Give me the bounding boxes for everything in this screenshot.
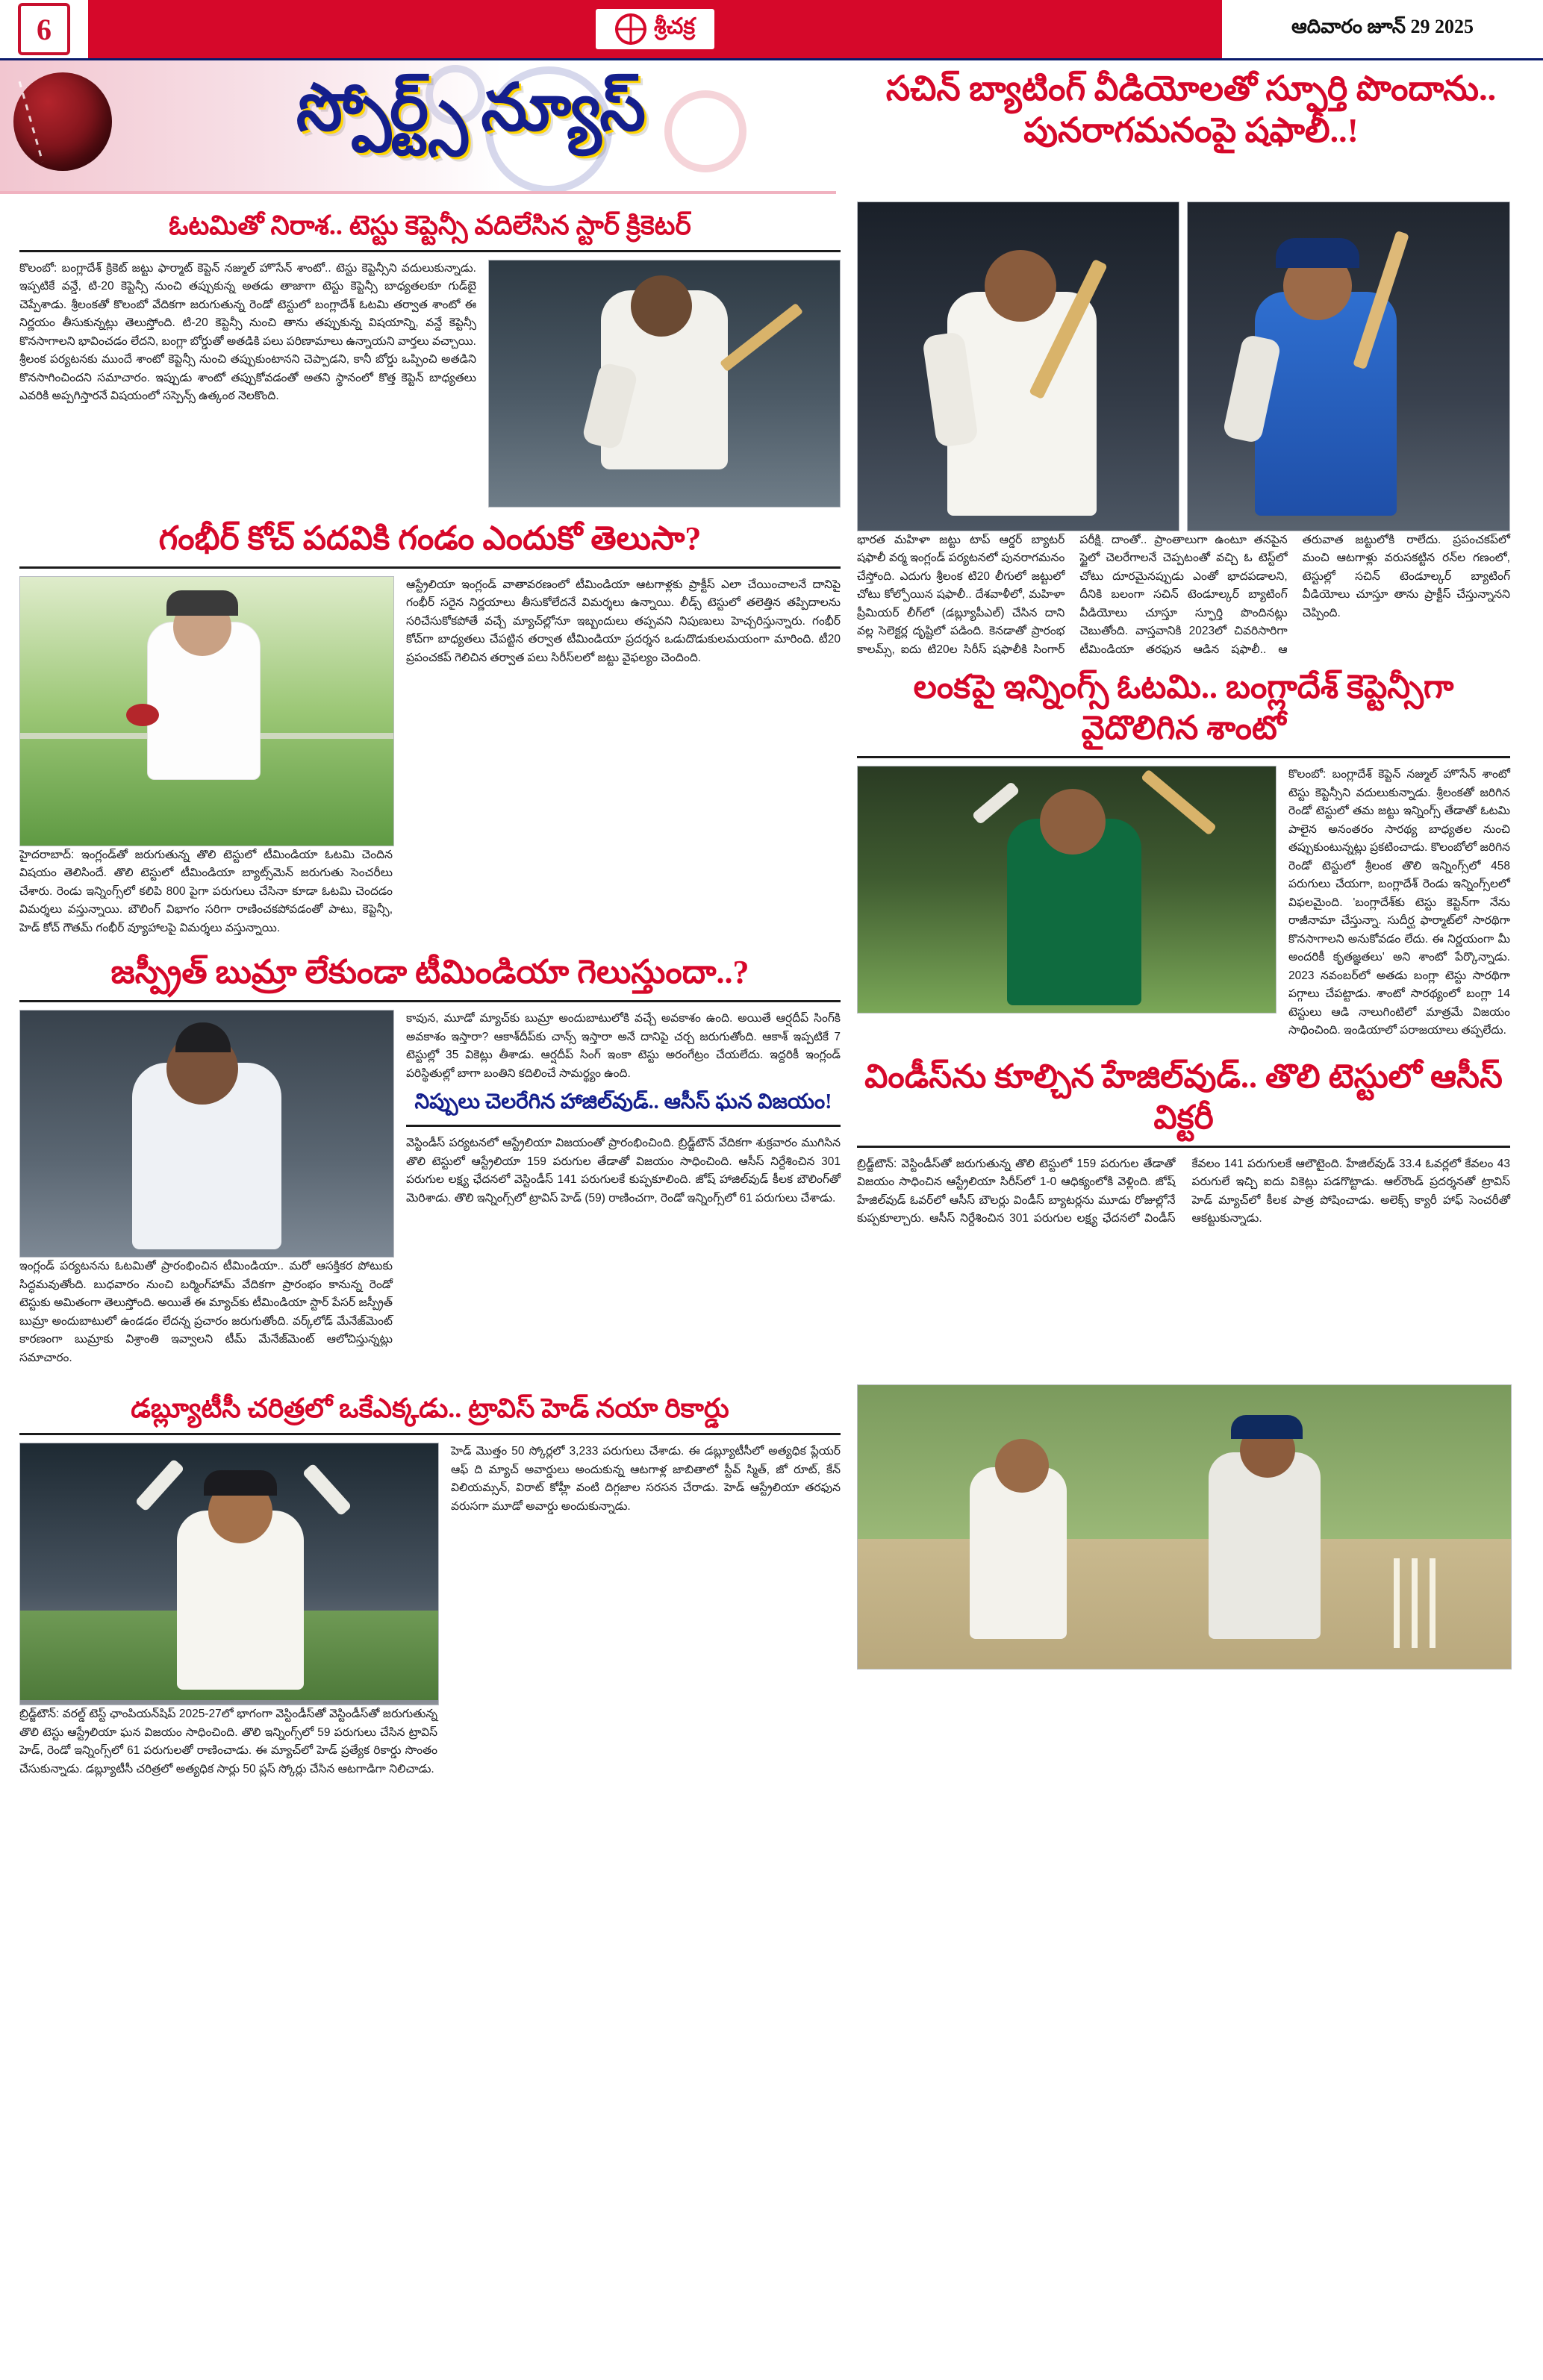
article5-headline: విండీస్‌ను కూల్చిన హేజిల్‌వుడ్.. తొలి టెస్టులో ఆసీస్ విక్టరీ xyxy=(864,1058,1503,1136)
article2-body-right: ఆస్ట్రేలియా ఇంగ్లండ్ వాతావరణంలో టీమిండియా ఆటగాళ్లకు ప్రాక్టీస్ ఎలా చేయించాలనే దానిపై గంభీర్ సరైన నిర్ణయాలు తీసుకోలేదనే విమర్శలు ఉన్నాయి. లీడ్స్ టెస్టులో తలెత్తిన తప్పిదాలను సరిచేసుకోకపోతే వచ్చే మ్యాచ్‌ల్లోనూ ఇబ్బందులు తప్పవని నిపుణులు హెచ్చరిస్తున్నారు. గంభీర్ కోచ్‌గా బాధ్యతలు చేపట్టిన తర్వాత టీమిండియా ప్రదర్శన ఒడుదొడుకులమయంగా మారింది. టీ20 ప్రపంచకప్ గెలిచిన తర్వాత పలు సిరీస్‌లలో జట్టు వైఫల్యం చెందింది. xyxy=(406,578,841,664)
photo-gambhir-training xyxy=(19,576,394,846)
publication-date: ఆదివారం జూన్ 29 2025 xyxy=(1291,16,1474,37)
divider xyxy=(857,756,1510,758)
photo-head-celebration xyxy=(19,1443,439,1705)
cricket-ball-icon xyxy=(13,72,112,171)
article6-headline: డబ్ల్యూటీసీ చరిత్రలో ఒకేఎక్కడు.. ట్రావిస్ హెడ్ నయా రికార్డు xyxy=(131,1393,729,1424)
article1-headline: ఓటమితో నిరాశ.. టెస్టు కెప్టెన్సీ వదిలేసిన స్టార్ క్రికెటర్ xyxy=(169,210,691,240)
photo-hazlewood-bowling xyxy=(857,1384,1512,1670)
lead-headline-container xyxy=(836,60,1543,152)
photo-shanto-century xyxy=(857,766,1277,1013)
masthead-date-container xyxy=(1222,0,1543,58)
divider xyxy=(406,1125,841,1127)
article2-headline: గంభీర్ కోచ్ పదవికి గండం ఎందుకో తెలుసా? xyxy=(158,520,702,557)
divider xyxy=(19,1433,841,1435)
divider xyxy=(19,566,841,569)
publication-name: శ్రీచక్ర xyxy=(654,13,695,39)
article2-body-left: హైదరాబాద్: ఇంగ్లండ్‌తో జరుగుతున్న తొలి టెస్టులో టీమిండియా ఓటమి చెందిన విషయం తెలిసిందే. తొలి టెస్టులో టీమిండియా బ్యాట్స్‌మెన్ జరుగుతు సెంచరీలు చేశారు. రెండు ఇన్నింగ్స్‌లో కలిపి 800 పైగా పరుగులు చేసినా కూడా ఓటమి చెందడం విమర్శలు వస్తున్నాయి. బౌలింగ్ విభాగం సరిగా రాణించకపోవడంతో పాటు, కెప్టెన్సీ, హెడ్ కోచ్ గౌతమ్ గంభీర్ వ్యూహాలపై విమర్శలు వస్తున్నాయి. xyxy=(19,849,393,934)
publication-logo xyxy=(596,9,714,49)
bottom-left-column xyxy=(19,1384,841,1785)
divider xyxy=(19,1000,841,1002)
sports-news-banner xyxy=(0,60,836,194)
bottom-section xyxy=(0,1384,1543,1785)
lead-body: భారత మహిళా జట్టు టాప్ ఆర్డర్ బ్యాటర్ షఫాలీ వర్మ ఇంగ్లండ్ పర్యటనలో పునరాగమనం చేస్తోంది. ఎదుగు శ్రీలంక టి20 లీగులో జట్టులో చోటు కోల్పోయిన షఫాలీ.. దేశవాళీలో, మహిళా ప్రీమియర్ లీగ్‌లో (డబ్ల్యూపీఎల్) చేసిన దాని వల్ల సెలెక్టర్ల దృష్టిలో పడింది. కెనడాతో ప్రారంభ కాలమ్స్, ఐదు టి20ల సిరీస్ షఫాలీకి సింగార్ పరీక్షి. దాంతో.. ప్రాంతాలుగా ఉంటూ తనపైన స్టైలో చెలరేగాలనే చెప్పటంతో వచ్చి ఓ టెస్ట్‌లో చోటు దూరమైనప్పుడు ఎంతో భాదపడాలని, దీనికి బలంగా సచిన్ టెండూల్కర్ బ్యాటింగ్ వీడియోలు చూస్తూ స్ఫూర్తి పొందినట్లు చెబుతోంది. వాస్తవానికి 2023లో చివరిసారిగా టీమిండియా తరఫున ఆడిన షఫాలీ.. ఆ తరువాత జట్టులోకి రాలేదు. ప్రపంచకప్‌లో మంచి ఆటగాళ్లు వరుసకట్టిన రన్‌ల గణంలో, టెస్టుల్లో సచిన్ టెండూల్కర్ బ్యాటింగ్ వీడియోలు చూస్తూ తాను ప్రాక్టీస్ చేస్తున్నానని చెప్పింది. xyxy=(857,534,1510,656)
divider xyxy=(857,1146,1510,1148)
bottom-right-column xyxy=(857,1384,1510,1785)
article3-body-left: ఇంగ్లండ్ పర్యటనను ఓటమితో ప్రారంభించిన టీమిండియా.. మరో ఆసక్తికర పోటుకు సిద్ధమవుతోంది. బుధవారం నుంచి బర్మింగ్‌హామ్ వేదికగా ప్రారంభం కానున్న రెండో టెస్టుకు అమితంగా తెలుస్తోంది. అయితే ఈ మ్యాచ్‌కు టీమిండియా స్టార్ పేసర్ జస్ప్రీత్ బుమ్రా అందుబాటులో ఉండడం లేదన్న ప్రచారం జరుగుతోంది. వర్క్‌లోడ్ మేనేజ్‌మెంట్ కారణంగా బుమ్రాకు విశ్రాంతి ఇవ్వాలని టీమ్ మేనేజ్‌మెంట్ ఆలోచిస్తున్నట్లు సమాచారం. xyxy=(19,1260,393,1364)
photo-shanto-batting xyxy=(488,260,841,507)
photo-bumrah-portrait xyxy=(19,1010,394,1258)
article1-body: కొలంబో: బంగ్లాదేశ్ క్రికెట్ జట్టు ఫార్మాట్ కెప్టెన్ నజ్ముల్ హొసేన్ శాంటో.. టెస్టు కెప్టెన్సీని వదులుకున్నాడు. ఇప్పటికే వన్డే, టి-20 కెప్టెన్సీ నుంచి తప్పుకున్న అతడు తాజాగా టెస్టు కెప్టెన్సీ బాధ్యతలకూ గుడ్‌బై చెప్పేశాడు. శ్రీలంకతో కొలంబో వేదికగా జరుగుతున్న రెండో టెస్టులో బంగ్లాదేశ్ ఓటమి తర్వాత శాంటో ఈ నిర్ణయం తీసుకున్నట్లు తెలుస్తోంది. టి-20 కెప్టెన్సీ నుంచి తాను తప్పుకున్న విషయాన్ని, వన్డే కెప్టెన్సీ కొనసాగాలని భావించడం లేదని, బంగ్లా బోర్డుతో అతడికి పలు పరిణామాలు ఉన్నాయని వార్తలు వచ్చాయి. శ్రీలంక పర్యటనకు ముందే శాంటో కెప్టెన్సీ నుంచి తప్పుకుంటానని చెప్పాడని, కానీ బోర్డు ఒప్పించి అతడిని కొనసాగించిందని సమాచారం. ఇప్పుడు శాంటో తప్పుకోవడంతో అతని స్థానంలో కొత్త కెప్టెన్ బాధ్యతలు ఎవరికి అప్పగిస్తారనే విషయంలో సస్పెన్స్ ఉత్కంఠ నెలకొంది. xyxy=(19,262,476,403)
top-section xyxy=(0,202,1543,1374)
photo-shafali-batting xyxy=(1187,202,1510,531)
article3b-body: వెస్టిండీస్ పర్యటనలో ఆస్ట్రేలియా విజయంతో ప్రారంభించింది. బ్రిడ్జ్‌టౌన్ వేదికగా శుక్రవారం ముగిసిన తొలి టెస్టులో ఆస్ట్రేలియా 159 పరుగుల తేడాతో విజయం సాధించింది. ఆసీస్ నిర్దేశించిన 301 పరుగుల లక్ష్య ఛేదనలో వెస్టిండీస్ 141 పరుగులకే కుప్పకూలింది. జోష్ హాజిల్‌వుడ్ కీలక బౌలింగ్‌తో మెరిశాడు. తొలి ఇన్నింగ్స్‌లో ట్రావిస్ హెడ్ (59) రాణించగా, రెండో ఇన్నింగ్స్‌లో 61 పరుగులు చేశాడు. xyxy=(406,1137,841,1205)
right-column xyxy=(857,202,1510,1374)
banner-row xyxy=(0,60,1543,194)
photo-sachin-celebrate xyxy=(857,202,1179,531)
page-number: 6 xyxy=(18,3,70,55)
article4-body: కొలంబో: బంగ్లాదేశ్ కెప్టెన్ నజ్ముల్ హొసేన్ శాంటో టెస్టు కెప్టెన్సీని వదులుకున్నాడు. శ్రీలంకతో జరిగిన రెండో టెస్టులో తమ జట్టు ఇన్నింగ్స్ తేడాతో ఓటమి పాలైన అనంతరం సారథ్య బాధ్యతల నుంచి తప్పుకుంటున్నట్లు ప్రకటించాడు. కొలంబోలో జరిగిన రెండో టెస్టులో శ్రీలంక తొలి ఇన్నింగ్స్‌లో 458 పరుగులు చేయగా, బంగ్లాదేశ్ రెండు ఇన్నింగ్స్‌లలో విఫలమైంది. 'బంగ్లాదేశ్‌కు టెస్టు కెప్టెన్‌గా నేను రాజీనామా చేస్తున్నా. సుదీర్ఘ ఫార్మాట్‌లో సారథిగా కొనసాగాలని అనుకోవడం లేదు. ఈ నిర్ణయంగా మీ అందరికీ కృతజ్ఞతలు' అని శాంటో పేర్కొన్నాడు. 2023 నవంబర్‌లో అతడు బంగ్లా టెస్టు సారథిగా పగ్గాలు చేపట్టాడు. శాంటో సారథ్యంలో బంగ్లా 14 టెస్టులు ఆడి నాలుగింటిలో మాత్రమే విజయం సాధించింది. ఇండియాలో పరాజయాలు తప్పలేదు. xyxy=(1288,768,1510,1037)
banner-title: స్పోర్ట్స్ న్యూస్ xyxy=(296,72,645,145)
chakra-icon xyxy=(615,13,646,45)
lead-headline: సచిన్ బ్యాటింగ్ వీడియోలతో స్ఫూర్తి పొందాను.. పునరాగమనంపై షఫాలీ..! xyxy=(885,69,1497,150)
article3b-headline: నిప్పులు చెలరేగిన హాజిల్‌వుడ్.. ఆసీస్ ఘన విజయం! xyxy=(414,1090,832,1114)
left-column xyxy=(19,202,841,1374)
article5-body: బ్రిడ్జ్‌టౌన్: వెస్టిండీస్‌తో జరుగుతున్న తొలి టెస్టులో 159 పరుగుల తేడాతో విజయం సాధించిన ఆస్ట్రేలియా సిరీస్‌లో 1-0 ఆధిక్యంలోకి వెళ్లింది. జోష్ హేజిల్‌వుడ్ ఓవర్‌లో ఆసీస్ బౌలర్లు విండీస్ బ్యాటర్లను మూడు రోజుల్లోనే కుప్పకూల్చారు. ఆసీస్ నిర్దేశించిన 301 పరుగుల లక్ష్య ఛేదనలో విండీస్ కేవలం 141 పరుగులకే ఆలౌటైంది. హేజిల్‌వుడ్ 33.4 ఓవర్లలో కేవలం 43 పరుగులే ఇచ్చి ఐదు వికెట్లు పడగొట్టాడు. ఆల్‌రౌండ్ ప్రదర్శనతో ట్రావిస్ హెడ్ మ్యాచ్‌లో కీలక పాత్ర పోషించాడు. అలెక్స్ క్యారీ హాఫ్ సెంచరీతో ఆకట్టుకున్నాడు. xyxy=(857,1157,1510,1225)
page-number-container xyxy=(0,0,88,58)
article6-body-right: హెడ్ మొత్తం 50 స్కోర్లలో 3,233 పరుగులు చేశాడు. ఈ డబ్ల్యూటీసీలో అత్యధిక ప్లేయర్ ఆఫ్ ది మ్యాచ్ అవార్డులు అందుకున్న ఆటగాళ్ల జాబితాలో స్టీవ్ స్మిత్, జో రూట్, కేన్ విలియమ్సన్, విరాట్ కోహ్లీ వంటి దిగ్గజాల సరసన చేరాడు. హెడ్ ఆస్ట్రేలియా తరఫున వరుసగా మూడో అవార్డు అందుకున్నాడు. xyxy=(451,1445,841,1513)
divider xyxy=(19,250,841,252)
masthead-strip xyxy=(88,0,1222,58)
article6-body-left: బ్రిడ్జ్‌టౌన్: వరల్డ్ టెస్ట్ ఛాంపియన్‌షిప్ 2025-27లో భాగంగా వెస్టిండీస్‌తో వెస్టిండీస్‌తో జరుగుతున్న తొలి టెస్టు ఆస్ట్రేలియా ఘన విజయం సాధించింది. తొలి ఇన్నింగ్స్‌లో 59 పరుగులు చేసిన ట్రావిస్ హెడ్, రెండో ఇన్నింగ్స్‌లో 61 పరుగులతో రాణించాడు. ఈ మ్యాచ్‌లో హెడ్ ప్రత్యేక రికార్డు సొంతం చేసుకున్నాడు. డబ్ల్యూటీసీ చరిత్రలో అత్యధిక సార్లు 50 ప్లస్ స్కోర్లు చేసిన ఆటగాడిగా నిలిచాడు. xyxy=(19,1708,437,1775)
article3-headline: జస్ప్రీత్ బుమ్రా లేకుండా టీమిండియా గెలుస్తుందా..? xyxy=(110,954,749,991)
article3-body-right: కావున, మూడో మ్యాచ్‌కు బుమ్రా అందుబాటులోకి వచ్చే అవకాశం ఉంది. అయితే ఆర్షదీప్ సింగ్‌కి అవకాశం ఇస్తారా? ఆకాశ్‌దీప్‌కు చాన్స్ ఇస్తారా అనే దానిపై చర్చ జరుగుతోంది. ఆకాశ్ ఇప్పటికే 7 టెస్టుల్లో 35 వికెట్లు తీశాడు. ఆర్షదీప్ సింగ్ ఇంకా టెస్టు అరంగేట్రం చేయలేదు. ఇద్దరికీ ఇంగ్లండ్ పరిస్థితుల్లో బాగా బంతిని కదిలించే సామర్థ్యం ఉంది. xyxy=(406,1012,841,1080)
article4-headline: లంకపై ఇన్నింగ్స్ ఓటమి.. బంగ్లాదేశ్ కెప్టెన్సీగా వైదొలిగిన శాంటో xyxy=(913,669,1454,747)
masthead xyxy=(0,0,1543,60)
